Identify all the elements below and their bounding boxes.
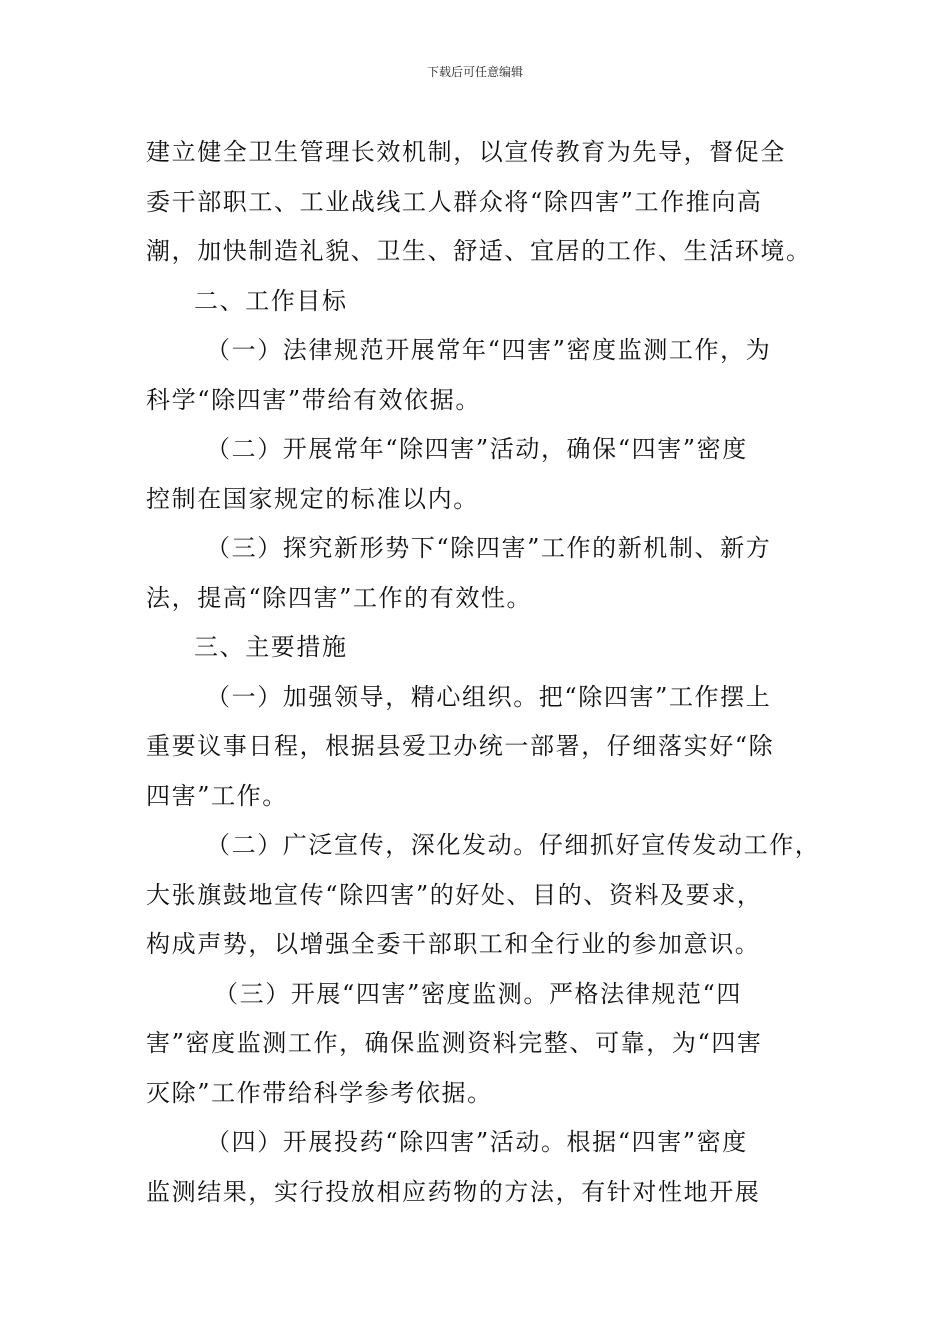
paragraph-line: （二）广泛宣传，深化发动。仔细抓好宣传发动工作，: [206, 831, 821, 859]
document-body: [146, 128, 821, 1217]
paragraph-line: 监测结果，实行投放相应药物的方法，有针对性地开展: [146, 1177, 761, 1206]
paragraph-line: 建立健全卫生管理长效机制，以宣传教育为先导，督促全: [146, 138, 786, 166]
paragraph-line: 法，提高“除四害”工作的有效性。: [146, 583, 533, 612]
paragraph-line: 潮，加快制造礼貌、卫生、舒适、宜居的工作、生活环境。: [146, 237, 812, 265]
paragraph-line: 重要议事日程，根据县爱卫办统一部署，仔细落实好“除: [146, 732, 775, 760]
paragraph-line: 控制在国家规定的标准以内。: [146, 484, 479, 513]
paragraph-line: （三）探究新形势下“除四害”工作的新机制、新方: [206, 534, 772, 562]
paragraph-line: 构成声势，以增强全委干部职工和全行业的参加意识。: [146, 930, 761, 958]
section-heading: 三、主要措施: [194, 633, 348, 661]
paragraph-line: 科学“除四害”带给有效依据。: [146, 385, 481, 414]
paragraph-line: 大张旗鼓地宣传“除四害”的好处、目的、资料及要求，: [146, 880, 763, 909]
paragraph-line: （一）法律规范开展常年“四害”密度监测工作，为: [206, 336, 772, 364]
paragraph-line: 委干部职工、工业战线工人群众将“除四害”工作推向高: [146, 187, 763, 216]
page-header: 下载后可任意编辑: [426, 65, 523, 79]
paragraph-line: （三）开展“四害”密度监测。严格法律规范“四: [214, 979, 743, 1008]
section-heading: 二、工作目标: [194, 286, 348, 315]
paragraph-line: （四）开展投药“除四害”活动。根据“四害”密度: [206, 1128, 748, 1156]
paragraph-line: 害”密度监测工作，确保监测资料完整、可靠，为“四害: [146, 1029, 763, 1057]
paragraph-line: 灭除”工作带给科学参考依据。: [146, 1078, 493, 1107]
paragraph-line: （一）加强领导，精心组织。把“除四害”工作摆上: [206, 682, 772, 711]
paragraph-line: （二）开展常年“除四害”活动，确保“四害”密度: [206, 435, 748, 463]
paragraph-line: 四害”工作。: [146, 781, 288, 810]
